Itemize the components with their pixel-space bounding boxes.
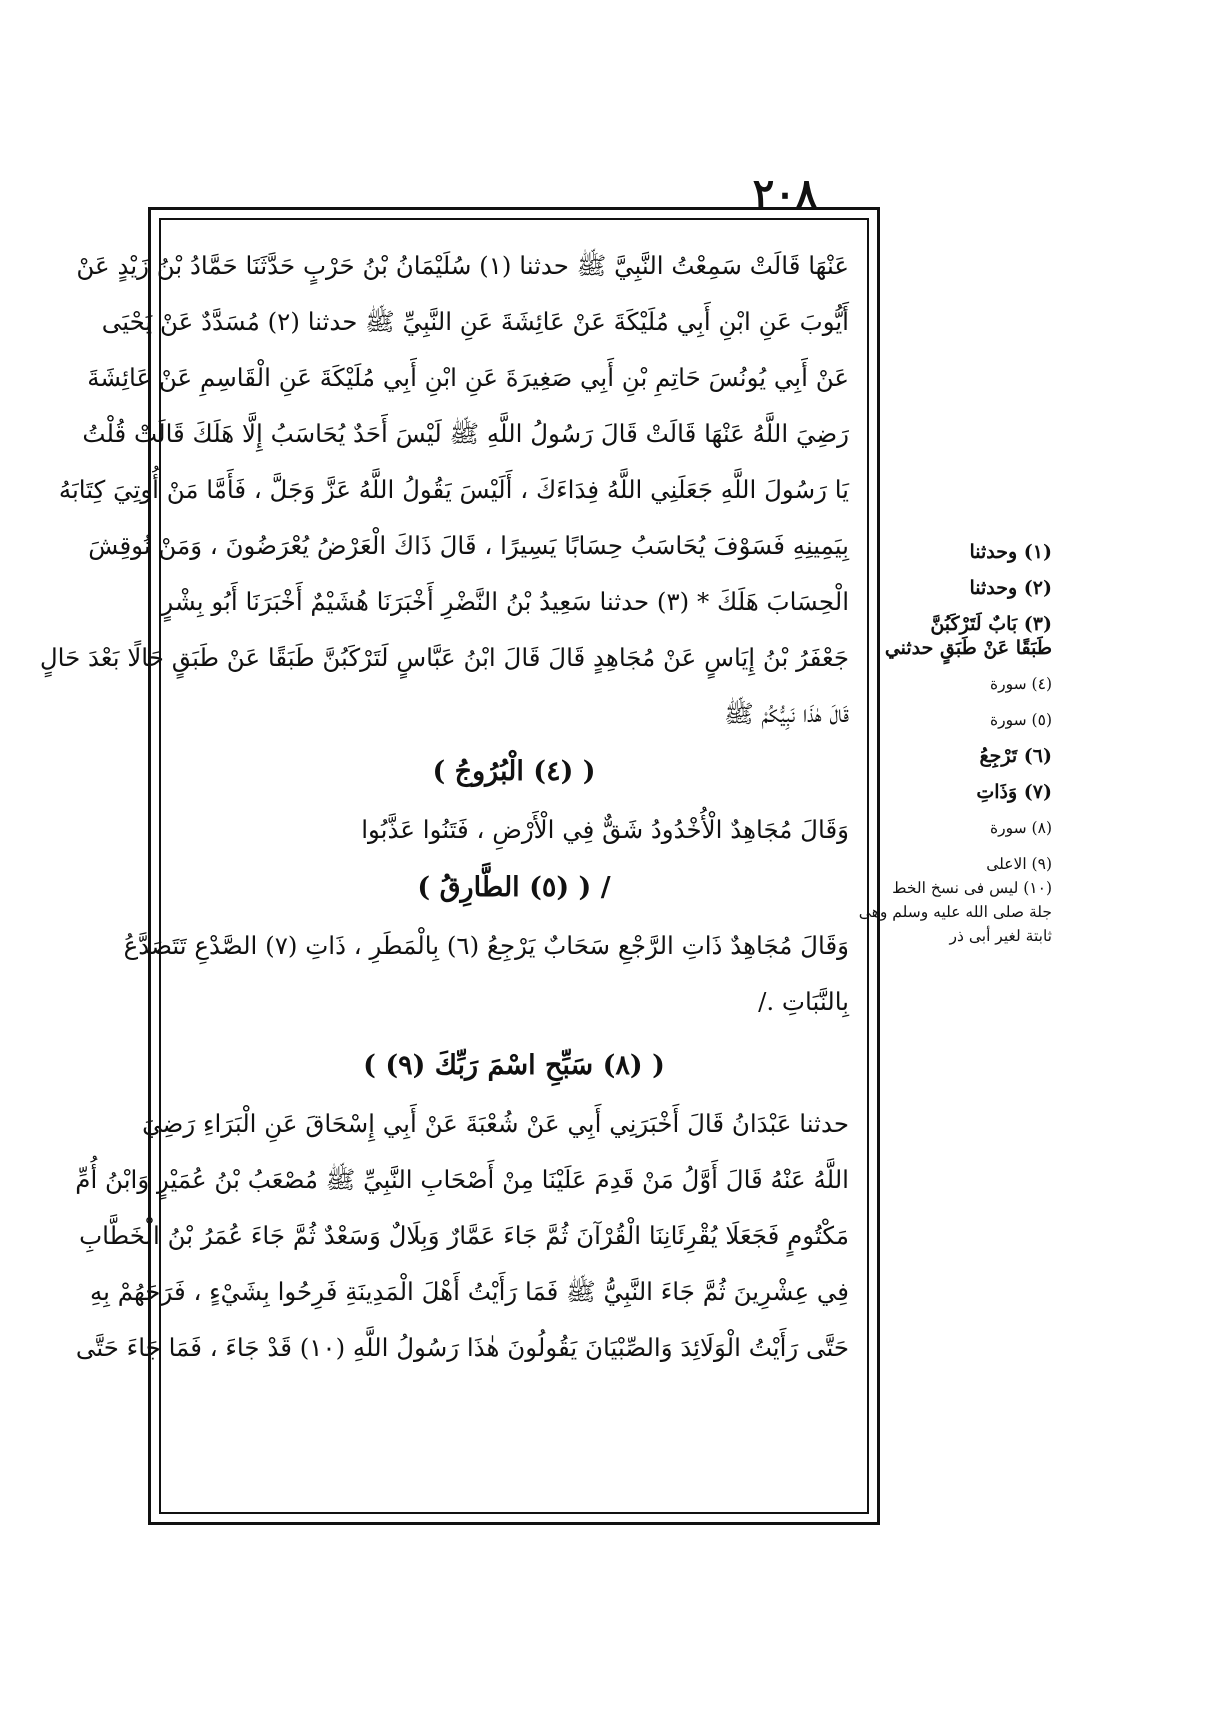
margin-note-10-line-3: ثابتة لغير أبى ذر xyxy=(949,927,1052,945)
text-frame xyxy=(39,207,880,1525)
text-line-9: قَالَ هٰذَا نَبِيُّكُمْ ﷺ xyxy=(724,699,849,728)
margin-note-9: (٩) الاعلى xyxy=(986,855,1052,873)
margin-note-1: (١) وحدثنا xyxy=(969,541,1052,563)
surah-heading-buruj: ( (٤) الْبُرُوجُ ) xyxy=(432,756,596,787)
margin-note-7: (٧) وَذَاتِ xyxy=(976,781,1052,803)
text-line-8: جَعْفَرُ بْنُ إِيَاسٍ عَنْ مُجَاهِدٍ قَالَ قَالَ ابْنُ عَبَّاسٍ لَتَرْكَبُنَّ طَبَقًا عَنْ طَبَقٍ حَالًا بَعْدَ حَالٍ xyxy=(39,643,849,672)
text-line-1: عَنْهَا قَالَتْ سَمِعْتُ النَّبِيَّ ﷺ حدثنا (١) سُلَيْمَانُ بْنُ حَرْبٍ حَدَّثَنَا حَمَّادُ بْنُ زَيْدٍ عَنْ xyxy=(76,251,849,280)
text-line-4: رَضِيَ اللَّهُ عَنْهَا قَالَتْ قَالَ رَسُولُ اللَّهِ ﷺ لَيْسَ أَحَدٌ يُحَاسَبُ إِلَّا هَلَكَ قَالَتْ قُلْتُ xyxy=(82,419,849,448)
margin-note-8: (٨) سورة xyxy=(990,819,1052,837)
margin-note-10: (١٠) ليس فى نسخ الخط xyxy=(892,879,1052,897)
text-line-5: يَا رَسُولَ اللَّهِ جَعَلَنِي اللَّهُ فِدَاءَكَ ، أَلَيْسَ يَقُولُ اللَّهُ عَزَّ وَجَلَّ ، فَأَمَّا مَنْ أُوتِيَ كِتَابَهُ xyxy=(58,475,849,504)
page-number: ٢٠٨ xyxy=(752,170,818,217)
surah-heading-tariq: / ( (٥) الطَّارِقُ ) xyxy=(417,872,611,903)
text-line-6: بِيَمِينِهِ فَسَوْفَ يُحَاسَبُ حِسَابًا يَسِيرًا ، قَالَ ذَاكَ الْعَرْضُ يُعْرَضُونَ ، وَمَنْ نُوقِشَ xyxy=(88,531,849,560)
text-line-17: اللَّهُ عَنْهُ قَالَ أَوَّلُ مَنْ قَدِمَ عَلَيْنَا مِنْ أَصْحَابِ النَّبِيِّ ﷺ مُصْعَبُ بْنُ عُمَيْرٍ وَابْنُ أُمِّ xyxy=(75,1165,849,1194)
text-line-3: عَنْ أَبِي يُونُسَ حَاتِمِ بْنِ أَبِي صَغِيرَةَ عَنِ ابْنِ أَبِي مُلَيْكَةَ عَنِ الْقَاسِمِ عَنْ عَائِشَةَ xyxy=(87,363,849,392)
text-line-2: أَيُّوبَ عَنِ ابْنِ أَبِي مُلَيْكَةَ عَنْ عَائِشَةَ عَنِ النَّبِيِّ ﷺ حدثنا (٢) مُسَدَّدٌ عَنْ يَحْيَى xyxy=(101,307,849,336)
margin-note-2: (٢) وحدثنا xyxy=(969,577,1052,599)
text-line-19: فِي عِشْرِينَ ثُمَّ جَاءَ النَّبِيُّ ﷺ فَمَا رَأَيْتُ أَهْلَ الْمَدِينَةِ فَرِحُوا بِشَيْءٍ ، فَرَحَهُمْ بِهِ xyxy=(89,1277,849,1306)
surah-heading-ala: ( (٨) سَبِّحِ اسْمَ رَبِّكَ (٩) ) xyxy=(363,1050,665,1081)
margin-notes xyxy=(858,540,1052,948)
margin-note-3: (٣) بَابٌ لَتَرْكَبُنَّ xyxy=(930,613,1052,635)
text-line-16: حدثنا عَبْدَانُ قَالَ أَخْبَرَنِي أَبِي عَنْ شُعْبَةَ عَنْ أَبِي إِسْحَاقَ عَنِ الْبَرَاءِ رَضِيَ xyxy=(142,1109,849,1138)
margin-note-5: (٥) سورة xyxy=(990,711,1052,729)
text-line-11: وَقَالَ مُجَاهِدٌ الْأُخْدُودُ شَقٌّ فِي الْأَرْضِ ، فَتَنُوا عَذَّبُوا xyxy=(361,815,849,844)
text-line-13: وَقَالَ مُجَاهِدٌ ذَاتِ الرَّجْعِ سَحَابٌ يَرْجِعُ (٦) بِالْمَطَرِ ، ذَاتِ (٧) الصَّدْعِ تَتَصَدَّعُ xyxy=(123,931,849,960)
margin-note-4: (٤) سورة xyxy=(990,675,1052,693)
text-frame-inner xyxy=(39,218,869,1514)
text-line-20: حَتَّى رَأَيْتُ الْوَلَائِدَ وَالصِّبْيَانَ يَقُولُونَ هٰذَا رَسُولُ اللَّهِ (١٠) قَدْ جَاءَ ، فَمَا جَاءَ حَتَّى xyxy=(75,1333,849,1362)
text-line-7: الْحِسَابَ هَلَكَ * (٣) حدثنا سَعِيدُ بْنُ النَّضْرِ أَخْبَرَنَا هُشَيْمٌ أَخْبَرَنَا أَبُو بِشْرٍ xyxy=(161,587,849,616)
margin-note-3-continued: طَبَقًا عَنْ طَبَقٍ حدثني xyxy=(884,637,1052,659)
hadith-text-block xyxy=(39,238,849,1498)
text-line-18: مَكْتُومٍ فَجَعَلَا يُقْرِئَانِنَا الْقُرْآنَ ثُمَّ جَاءَ عَمَّارٌ وَبِلَالٌ وَسَعْدٌ ثُمَّ جَاءَ عُمَرُ بْنُ الْخَطَّابِ xyxy=(79,1221,849,1250)
text-line-14: بِالنَّبَاتِ ./ xyxy=(758,987,849,1016)
margin-note-10-line-2: جلة صلى الله عليه وسلم وهى xyxy=(858,903,1052,921)
margin-note-6: (٦) تَرْجِعُ xyxy=(979,745,1052,767)
